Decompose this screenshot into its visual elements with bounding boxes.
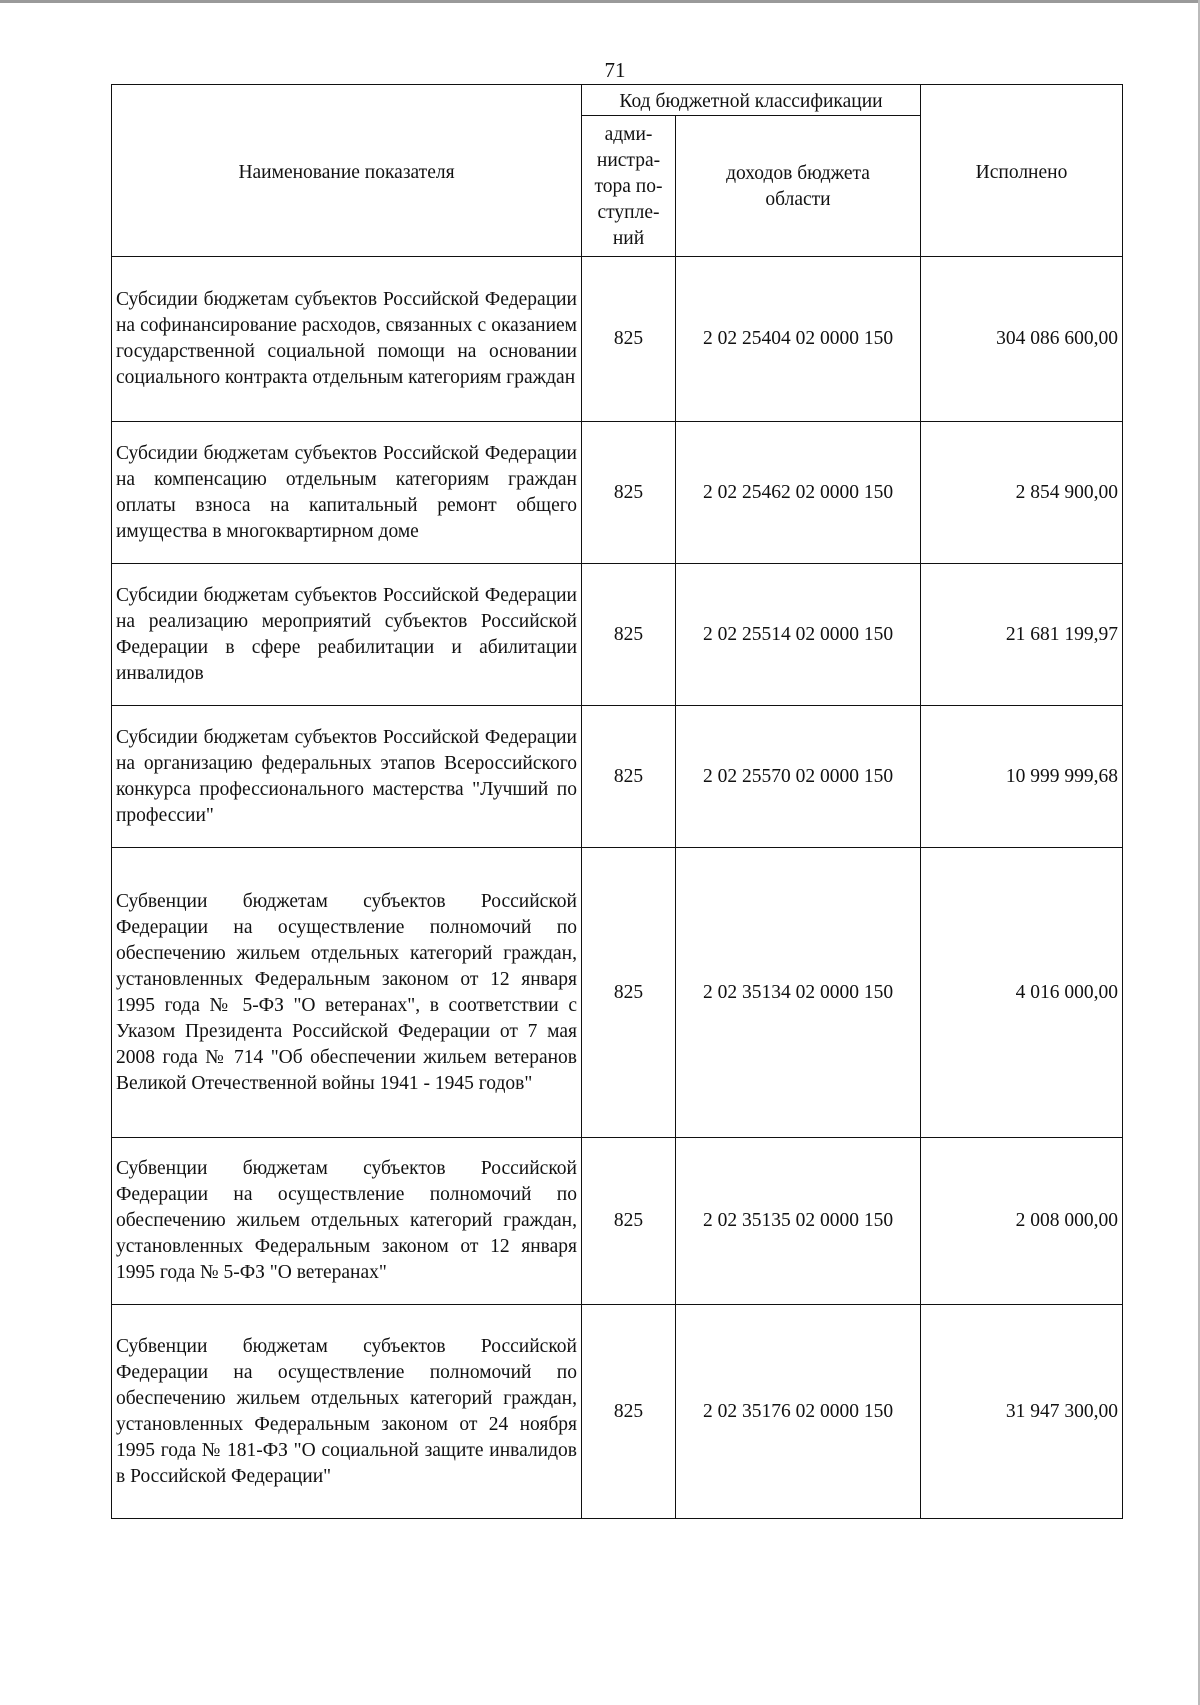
row-admin-code: 825: [582, 422, 676, 564]
table-row: [112, 422, 1123, 564]
table-row: [112, 257, 1123, 422]
header-name: Наименование показателя: [112, 85, 582, 257]
row-name: Субсидии бюджетам субъектов Российской Федерации на софинансирование расходов, связанных с оказанием государственной социальной помощи на основании социального контракта отдельным категориям граждан: [112, 257, 582, 422]
row-admin-code: 825: [582, 564, 676, 706]
row-amount: 21 681 199,97: [921, 564, 1123, 706]
row-name: Субсидии бюджетам субъектов Российской Федерации на реализацию мероприятий субъектов Российской Федерации в сфере реабилитации и абилитации инвалидов: [112, 564, 582, 706]
scan-edge-top: [0, 0, 1200, 3]
row-income-code: 2 02 35135 02 0000 150: [676, 1138, 921, 1305]
header-code-group: Код бюджетной классификации: [582, 85, 921, 116]
row-amount: 4 016 000,00: [921, 848, 1123, 1138]
table-row: [112, 848, 1123, 1138]
row-admin-code: 825: [582, 848, 676, 1138]
row-admin-code: 825: [582, 706, 676, 848]
row-income-code: 2 02 25404 02 0000 150: [676, 257, 921, 422]
row-admin-code: 825: [582, 1138, 676, 1305]
row-admin-code: 825: [582, 257, 676, 422]
header-executed: Исполнено: [921, 85, 1123, 257]
row-income-code: 2 02 35176 02 0000 150: [676, 1305, 921, 1519]
budget-table: [111, 84, 1123, 1519]
row-amount: 2 008 000,00: [921, 1138, 1123, 1305]
header-income: доходов бюджета области: [676, 116, 921, 257]
row-income-code: 2 02 25514 02 0000 150: [676, 564, 921, 706]
row-admin-code: 825: [582, 1305, 676, 1519]
row-amount: 2 854 900,00: [921, 422, 1123, 564]
row-name: Субвенции бюджетам субъектов Российской Федерации на осуществление полномочий по обеспечению жильем отдельных категорий граждан, установленных Федеральным законом от 12 января 1995 года № 5-ФЗ "О ветеранах", в соответствии с Указом Президента Российской Федерации от 7 мая 2008 года № 714 "Об обеспечении жильем ветеранов Великой Отечественной войны 1941 - 1945 годов": [112, 848, 582, 1138]
row-income-code: 2 02 35134 02 0000 150: [676, 848, 921, 1138]
table-row: [112, 706, 1123, 848]
table-row: [112, 564, 1123, 706]
page-number: 71: [604, 58, 626, 82]
table-row: [112, 1305, 1123, 1519]
row-amount: 304 086 600,00: [921, 257, 1123, 422]
row-amount: 31 947 300,00: [921, 1305, 1123, 1519]
row-income-code: 2 02 25462 02 0000 150: [676, 422, 921, 564]
row-name: Субвенции бюджетам субъектов Российской Федерации на осуществление полномочий по обеспечению жильем отдельных категорий граждан, установленных Федеральным законом от 12 января 1995 года № 5-ФЗ "О ветеранах": [112, 1138, 582, 1305]
row-income-code: 2 02 25570 02 0000 150: [676, 706, 921, 848]
row-name: Субвенции бюджетам субъектов Российской Федерации на осуществление полномочий по обеспечению жильем отдельных категорий граждан, установленных Федеральным законом от 24 ноября 1995 года № 181-ФЗ "О социальной защите инвалидов в Российской Федерации": [112, 1305, 582, 1519]
row-amount: 10 999 999,68: [921, 706, 1123, 848]
row-name: Субсидии бюджетам субъектов Российской Федерации на компенсацию отдельным категориям граждан оплаты взноса на капитальный ремонт общего имущества в многоквартирном доме: [112, 422, 582, 564]
header-admin: адми- нистра- тора по- ступле- ний: [582, 116, 676, 257]
header-row-1: [112, 85, 1123, 116]
row-name: Субсидии бюджетам субъектов Российской Федерации на организацию федеральных этапов Всероссийского конкурса профессионального мастерства "Лучший по профессии": [112, 706, 582, 848]
table-row: [112, 1138, 1123, 1305]
